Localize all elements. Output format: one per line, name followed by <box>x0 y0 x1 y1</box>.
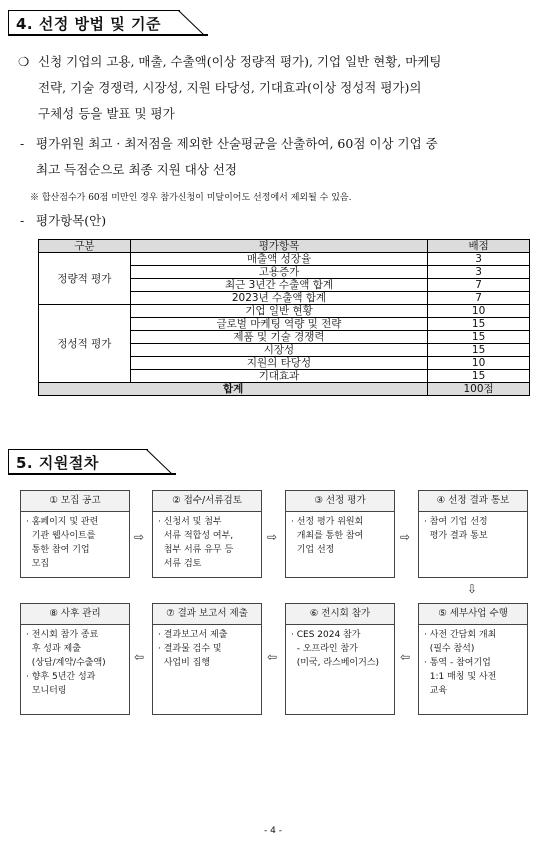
total-label: 합계 <box>39 383 428 396</box>
step-line: · 사전 간담회 개최 <box>424 630 497 640</box>
arrow-down-icon: ⇩ <box>467 582 478 596</box>
table-header-row <box>39 240 530 253</box>
section4-title: 4. 선정 방법 및 기준 <box>16 15 161 33</box>
step-line: · 통역 - 참여기업 <box>424 658 491 668</box>
step-line: 기관 웹사이트를 <box>26 531 96 541</box>
score-cell: 10 <box>428 305 530 318</box>
arrow-left-icon: ⇦ <box>267 650 278 664</box>
paragraph-line: 전략, 기술 경쟁력, 시장성, 지원 타당성, 기대효과(이상 정성적 평가)의 <box>38 80 422 95</box>
arrow-left-icon: ⇦ <box>134 650 145 664</box>
step-result-report <box>152 603 262 715</box>
step-title: ④ 선정 결과 통보 <box>419 491 527 512</box>
step-line: 1:1 매칭 및 사전 <box>424 672 497 682</box>
step-title: ③ 선정 평가 <box>286 491 394 512</box>
dash-bullet: - <box>20 213 25 228</box>
category-cell: 정성적 평가 <box>39 305 131 383</box>
paragraph-line: 최고 득점순으로 최종 지원 대상 선정 <box>36 162 237 177</box>
step-line: 후 성과 제출 <box>26 644 81 654</box>
step-line: 통한 참여 기업 <box>26 545 90 555</box>
item-cell: 고용증가 <box>130 266 427 279</box>
dash-bullet: - <box>20 136 25 151</box>
evaluation-items-text: 평가항목(안) <box>36 213 107 228</box>
step-line: 개최를 통한 참여 <box>291 531 364 541</box>
item-cell: 글로벌 마케팅 역량 및 전략 <box>130 318 427 331</box>
step-line: 첨부 서류 유무 등 <box>158 545 234 555</box>
step-line: 기업 선정 <box>291 545 335 555</box>
evaluation-items-label <box>20 211 532 231</box>
score-cell: 3 <box>428 266 530 279</box>
step-title: ② 접수/서류검토 <box>153 491 261 512</box>
header-tab-slant <box>146 449 186 475</box>
header-item: 평가항목 <box>130 240 427 253</box>
footnote: ※ 합산점수가 60점 미만인 경우 참가신청이 미달이어도 선정에서 제외될 수 있음. <box>30 193 352 203</box>
step-title: ⑧ 사후 관리 <box>21 604 129 625</box>
step-line: - 오프라인 참가 <box>291 644 358 654</box>
step-line: · 향후 5년간 성과 <box>26 672 96 682</box>
step-line: (필수 참석) <box>424 644 475 654</box>
step-line: 평가 결과 통보 <box>424 531 488 541</box>
total-score: 100점 <box>428 383 530 396</box>
step-exhibition <box>285 603 395 715</box>
item-cell: 시장성 <box>130 344 427 357</box>
step-title: ① 모집 공고 <box>21 491 129 512</box>
step-result-notification <box>418 490 528 578</box>
header-score: 배점 <box>428 240 530 253</box>
score-cell: 15 <box>428 370 530 383</box>
step-title: ⑦ 결과 보고서 제출 <box>153 604 261 625</box>
step-line: · 신청서 및 첨부 <box>158 517 222 527</box>
score-cell: 3 <box>428 253 530 266</box>
header-tab-slant <box>178 10 218 36</box>
item-cell: 기업 일반 현황 <box>130 305 427 318</box>
item-cell: 매출액 성장율 <box>130 253 427 266</box>
step-line: 모니터링 <box>26 686 67 696</box>
table-row <box>39 305 530 318</box>
step-line: (미국, 라스베이거스) <box>291 658 380 668</box>
category-cell: 정량적 평가 <box>39 253 131 305</box>
score-cell: 15 <box>428 344 530 357</box>
step-line: 교육 <box>424 686 448 696</box>
table-row <box>39 253 530 266</box>
step-line: · 전시회 참가 종료 <box>26 630 99 640</box>
step-program-execution <box>418 603 528 715</box>
step-line: · 결과보고서 제출 <box>158 630 228 640</box>
step-recruitment <box>20 490 130 578</box>
page-number: - 4 - <box>264 826 282 836</box>
step-selection-evaluation <box>285 490 395 578</box>
score-cell: 10 <box>428 357 530 370</box>
step-line: (상담/계약/수출액) <box>26 658 106 668</box>
score-cell: 7 <box>428 279 530 292</box>
header-category: 구분 <box>39 240 131 253</box>
item-cell: 지원의 타당성 <box>130 357 427 370</box>
score-cell: 15 <box>428 331 530 344</box>
step-line: · 결과물 검수 및 <box>158 644 222 654</box>
table-total-row <box>39 383 530 396</box>
item-cell: 최근 3년간 수출액 합계 <box>130 279 427 292</box>
step-line: · 참여 기업 선정 <box>424 517 488 527</box>
step-title: ⑥ 전시회 참가 <box>286 604 394 625</box>
score-cell: 7 <box>428 292 530 305</box>
step-line: 서류 검토 <box>158 559 202 569</box>
step-line: · 선정 평가 위원회 <box>291 517 364 527</box>
step-line: 모집 <box>26 559 50 569</box>
item-cell: 기대효과 <box>130 370 427 383</box>
step-line: 서류 적합성 여부, <box>158 531 234 541</box>
evaluation-table <box>38 239 530 396</box>
arrow-right-icon: ⇨ <box>267 530 278 544</box>
arrow-right-icon: ⇨ <box>134 530 145 544</box>
arrow-right-icon: ⇨ <box>400 530 411 544</box>
step-line: 사업비 집행 <box>158 658 211 668</box>
paragraph-line: 신청 기업의 고용, 매출, 수출액(이상 정량적 평가), 기업 일반 현황, 마케팅 <box>38 54 442 69</box>
step-title: ⑤ 세부사업 수행 <box>419 604 527 625</box>
step-line: · CES 2024 참가 <box>291 630 361 640</box>
item-cell: 제품 및 기술 경쟁력 <box>130 331 427 344</box>
step-application-review <box>152 490 262 578</box>
score-cell: 15 <box>428 318 530 331</box>
paragraph-line: 평가위원 최고 · 최저점을 제외한 산술평균을 산출하여, 60점 이상 기업 중 <box>36 136 438 151</box>
paragraph-line: 구체성 등을 발표 및 평가 <box>38 106 175 121</box>
selection-criteria-paragraph <box>18 49 530 127</box>
step-follow-up <box>20 603 130 715</box>
scoring-rule-paragraph <box>20 131 532 183</box>
arrow-left-icon: ⇦ <box>400 650 411 664</box>
step-line: · 홈페이지 및 관련 <box>26 517 99 527</box>
circle-bullet-icon: ❍ <box>18 54 30 69</box>
section5-title: 5. 지원절차 <box>16 454 99 472</box>
item-cell: 2023년 수출액 합계 <box>130 292 427 305</box>
